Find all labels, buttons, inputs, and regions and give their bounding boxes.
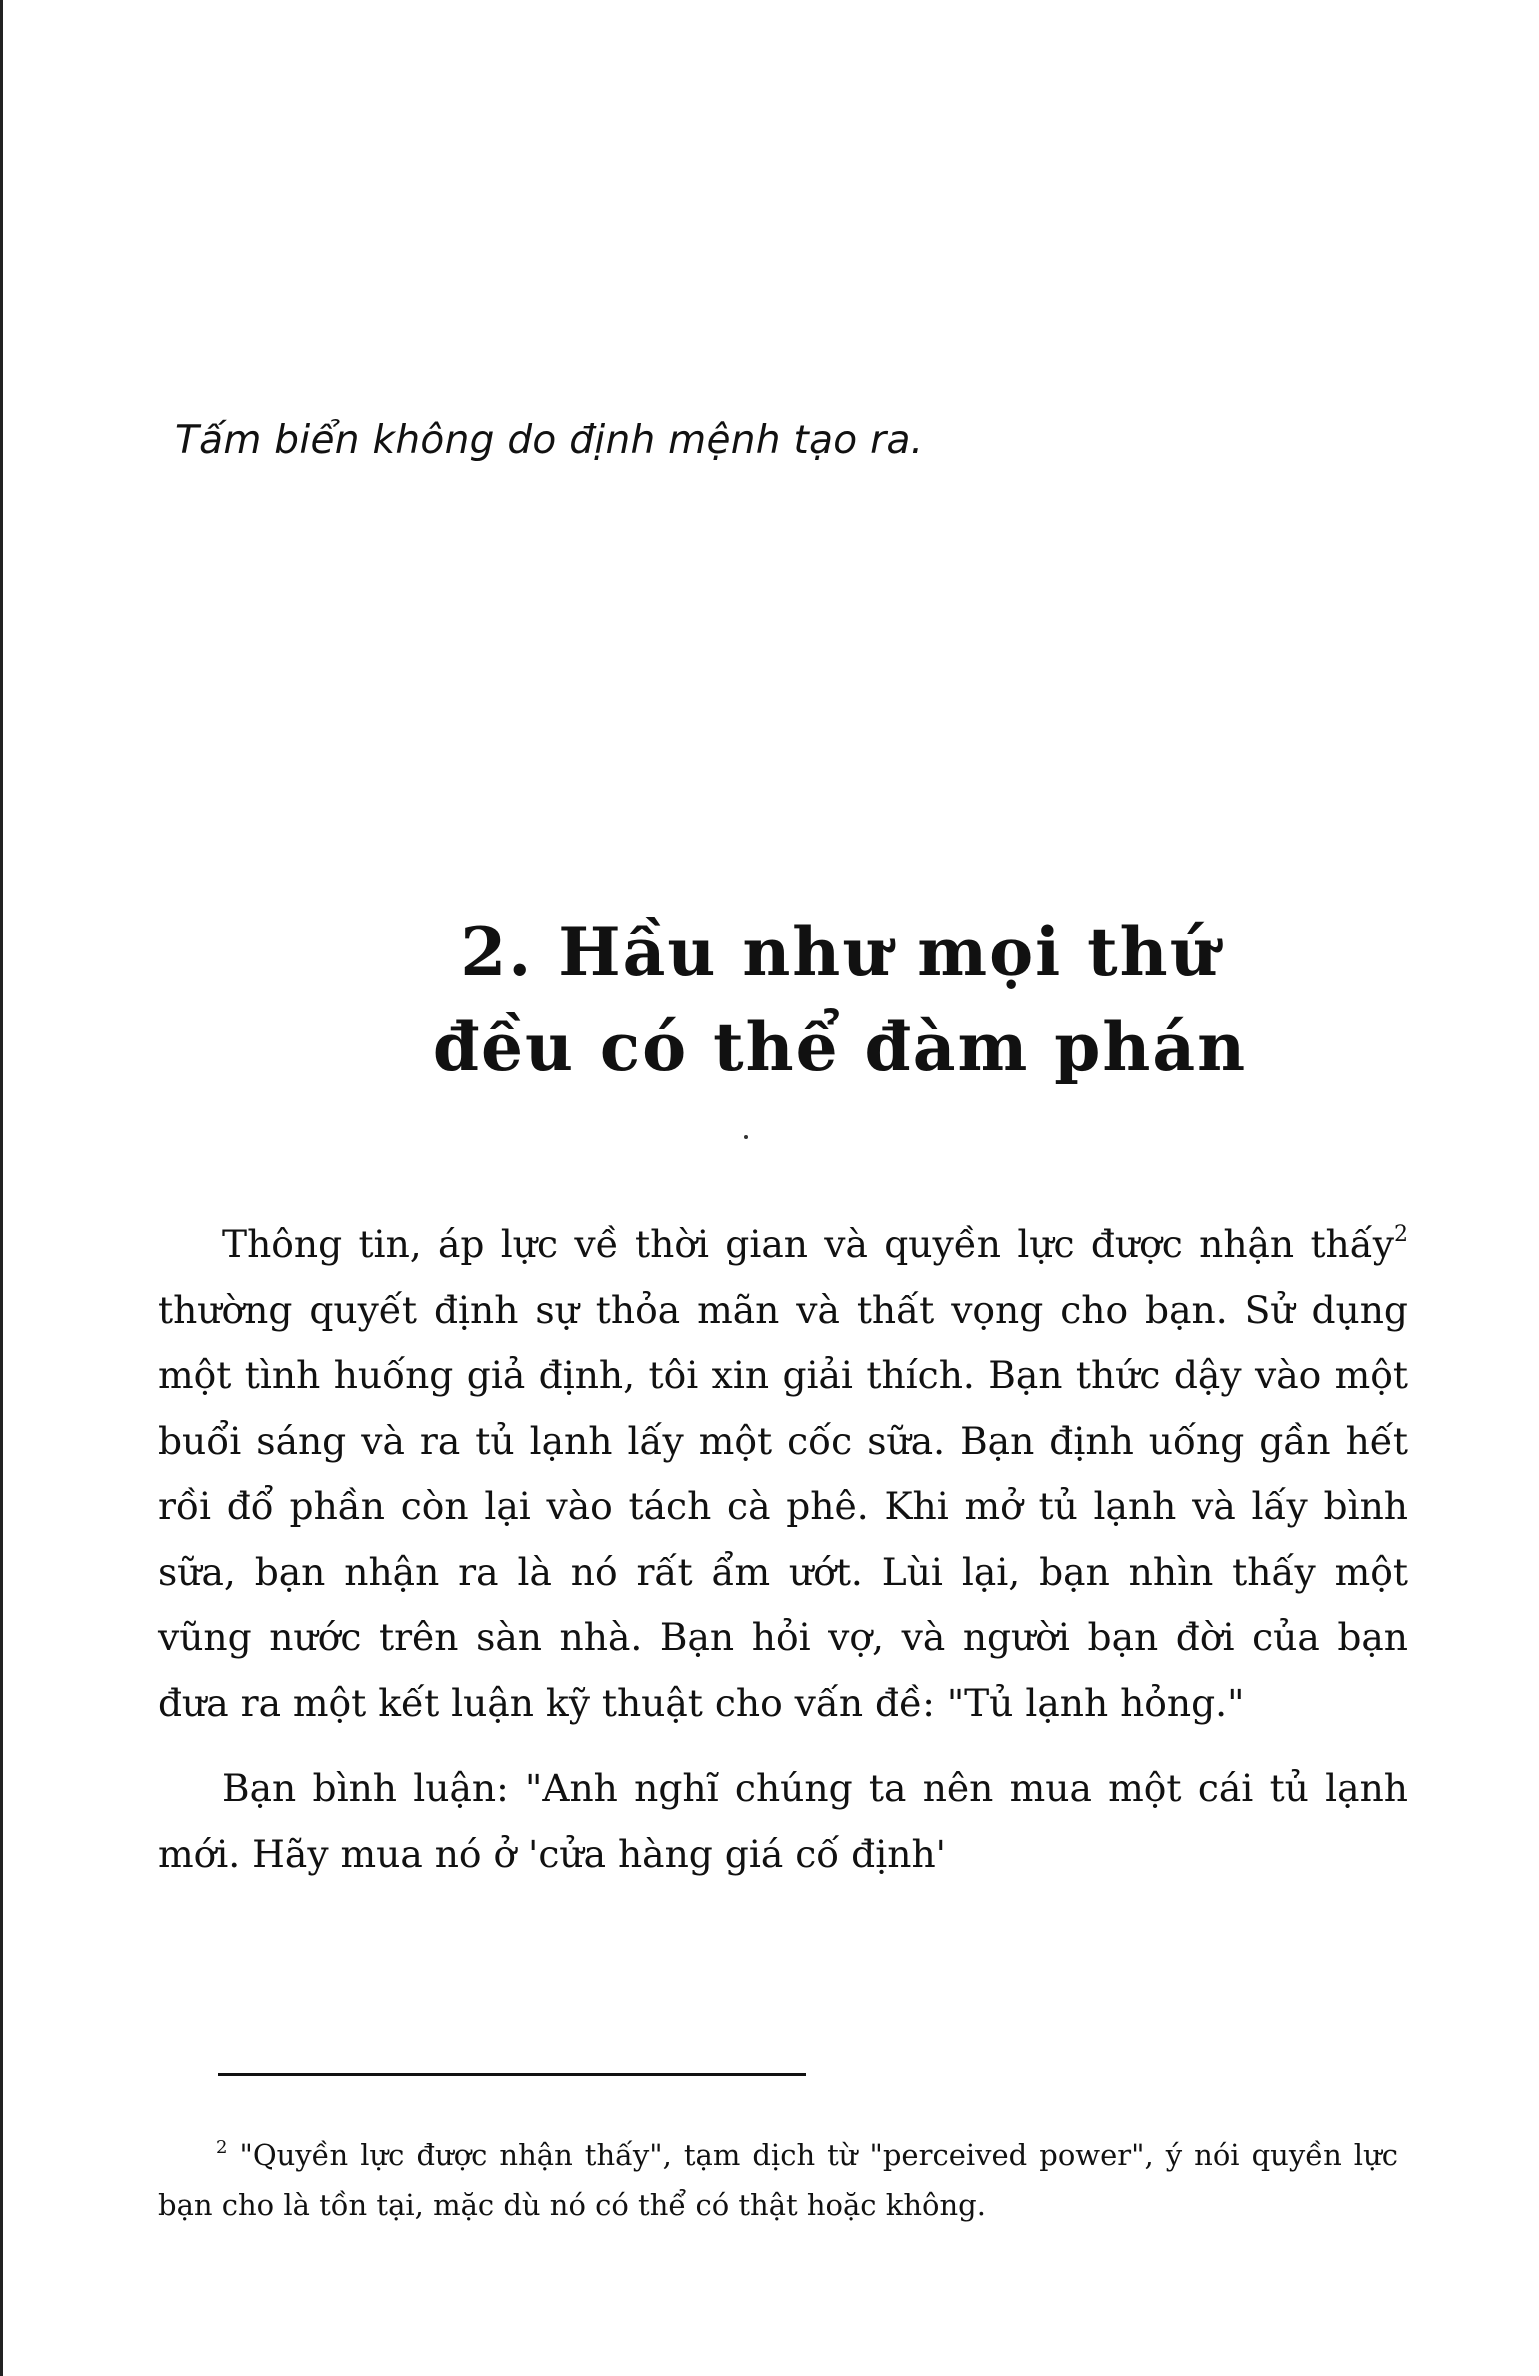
footnote-divider: [218, 2073, 806, 2076]
paragraph-1: [158, 1212, 1408, 1736]
chapter-title-line-2: đều có thể đàm phán: [432, 1008, 1248, 1086]
footnote-reference: 2: [1394, 1222, 1408, 1247]
ornament-dot: [744, 1135, 748, 1139]
footnote-marker: 2: [216, 2137, 228, 2158]
chapter-title: [340, 905, 1340, 1095]
paragraph-1-text-a: Thông tin, áp lực về thời gian và quyền lực được nhận thấy: [222, 1222, 1394, 1266]
footnote-text: "Quyền lực được nhận thấy", tạm dịch từ "perceived power", ý nói quyền lực bạn cho là tồn tại, mặc dù nó có thể có thật hoặc không.: [158, 2138, 1398, 2222]
paragraph-2: Bạn bình luận: "Anh nghĩ chúng ta nên mua một cái tủ lạnh mới. Hãy mua nó ở 'cửa hàng giá cố định': [158, 1766, 1408, 1876]
paragraph-1-text-b: thường quyết định sự thỏa mãn và thất vọng cho bạn. Sử dụng một tình huống giả định, tôi xin giải thích. Bạn thức dậy vào một buổi sáng và ra tủ lạnh lấy một cốc sữa. Bạn định uống gần hết rồi đổ phần còn lại vào tách cà phê. Khi mở tủ lạnh và lấy bình sữa, bạn nhận ra là nó rất ẩm ướt. Lùi lại, bạn nhìn thấy một vũng nước trên sàn nhà. Bạn hỏi vợ, và người bạn đời của bạn đưa ra một kết luận kỹ thuật cho vấn đề: "Tủ lạnh hỏng.": [158, 1287, 1408, 1725]
body-text: [158, 1212, 1408, 1887]
epigraph: Tấm biển không do định mệnh tạo ra.: [175, 418, 924, 463]
chapter-title-line-1: 2. Hầu như mọi thứ: [460, 913, 1220, 991]
footnote: [158, 2130, 1398, 2230]
page-edge-shadow: [0, 0, 3, 2376]
